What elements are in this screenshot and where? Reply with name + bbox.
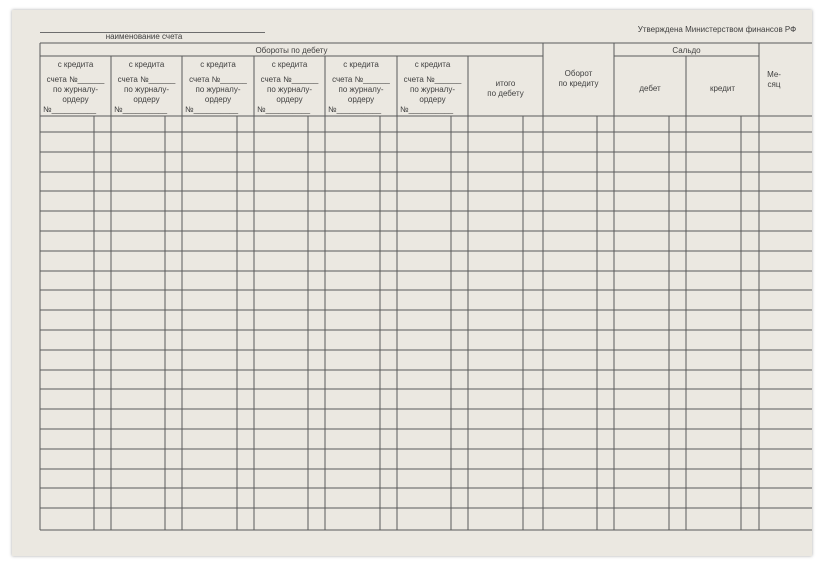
credit-column-header-2: с кредита счета №______ по журналу- ордеру №__________ — [114, 60, 176, 114]
credit-turnover-header: Оборот по кредиту — [558, 69, 599, 88]
month-header: Ме- сяц — [767, 70, 781, 89]
credit-column-header-3: с кредита счета №______ по журналу- ордеру №__________ — [185, 60, 247, 114]
credit-column-header-4: с кредита счета №______ по журналу- ордеру №__________ — [257, 60, 319, 114]
total-debit-header: итого по дебету — [487, 79, 524, 98]
credit-column-header-1: с кредита счета №______ по журналу- ордеру №__________ — [43, 60, 105, 114]
balance-credit-header: кредит — [709, 84, 736, 93]
debit-turnover-header: Обороты по дебету — [255, 46, 328, 55]
balance-debit-header: дебет — [639, 84, 661, 93]
approval-note: Утверждена Министерством финансов РФ — [637, 25, 797, 34]
ledger-sheet — [12, 10, 812, 556]
credit-column-header-6: с кредита счета №______ по журналу- ордеру №__________ — [400, 60, 462, 114]
credit-column-header-5: с кредита счета №______ по журналу- ордеру №__________ — [328, 60, 390, 114]
balance-header: Сальдо — [672, 46, 701, 55]
account-name-label: наименование счета — [105, 32, 183, 41]
